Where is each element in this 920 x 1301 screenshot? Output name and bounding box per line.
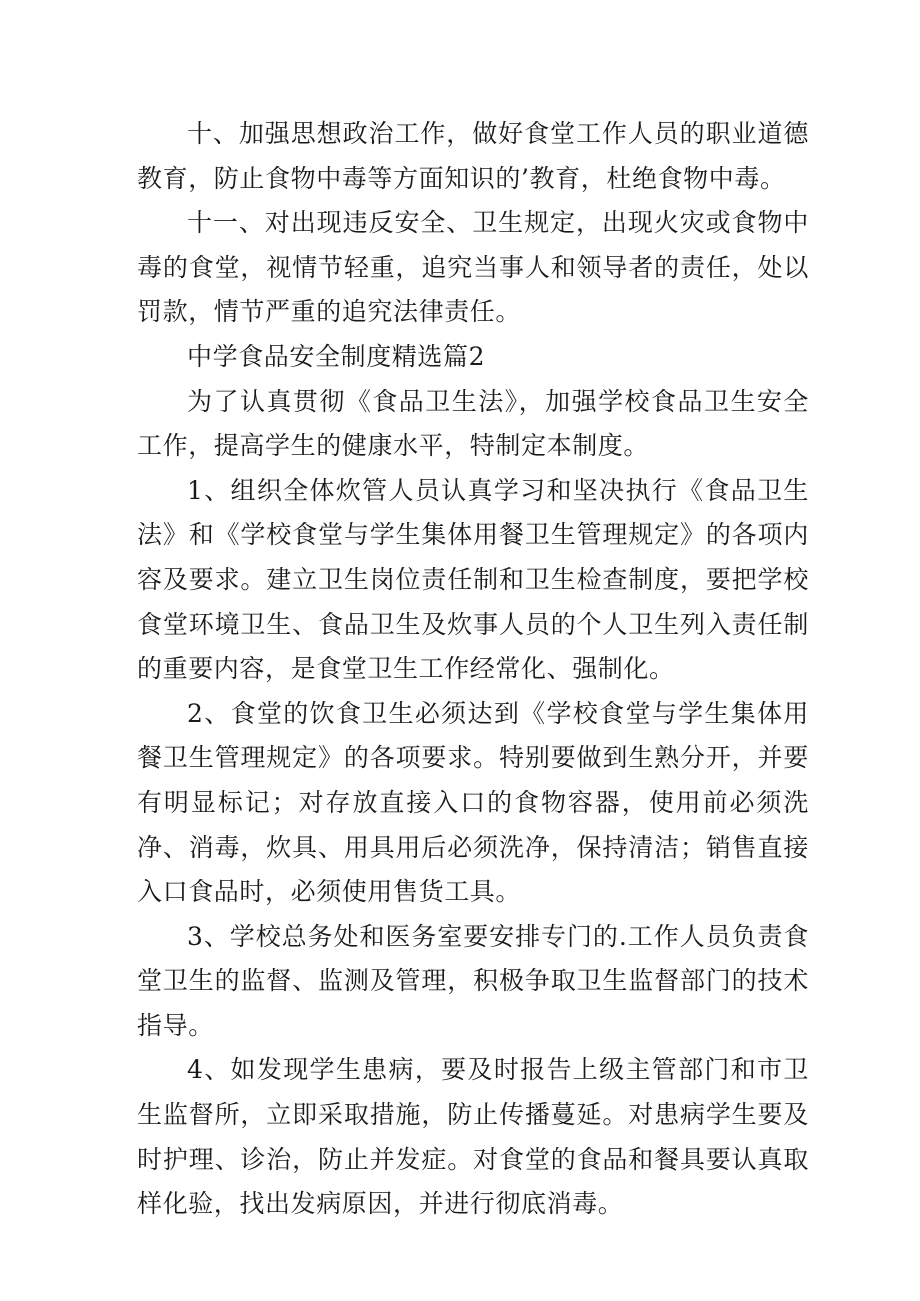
paragraph-item-11: 十一、对出现违反安全、卫生规定，出现火灾或食物中毒的食堂，视情节轻重，追究当事人和领导者的责任，处以罚款，情节严重的追究法律责任。 bbox=[137, 208, 809, 327]
paragraph-rule-2: 2、食堂的饮食卫生必须达到《学校食堂与学生集体用餐卫生管理规定》的各项要求。特别要做到生熟分开，并要有明显标记；对存放直接入口的食物容器，使用前必须洗净、消毒，炊具、用具用后必须洗净，保持清洁；销售直接入口食品时，必须使用售货工具。 bbox=[137, 698, 809, 907]
paragraph-rule-4: 4、如发现学生患病，要及时报告上级主管部门和市卫生监督所，立即采取措施，防止传播蔓延。对患病学生要及时护理、诊治，防止并发症。对食堂的食品和餐具要认真取样化验，找出发病原因，并进行彻底消毒。 bbox=[137, 1055, 809, 1219]
paragraph-rule-1: 1、组织全体炊管人员认真学习和坚决执行《食品卫生法》和《学校食堂与学生集体用餐卫生管理规定》的各项内容及要求。建立卫生岗位责任制和卫生检查制度，要把学校食堂环境卫生、食品卫生及炊事人员的个人卫生列入责任制的重要内容，是食堂卫生工作经常化、强制化。 bbox=[137, 475, 809, 684]
paragraph-rule-3: 3、学校总务处和医务室要安排专门的.工作人员负责食堂卫生的监督、监测及管理，积极争取卫生监督部门的技术指导。 bbox=[137, 921, 809, 1040]
document-body bbox=[137, 112, 809, 1227]
paragraph-item-10: 十、加强思想政治工作，做好食堂工作人员的职业道德教育，防止食物中毒等方面知识的’教育，杜绝食物中毒。 bbox=[137, 119, 809, 193]
section-title: 中学食品安全制度精选篇2 bbox=[187, 341, 486, 371]
intro-paragraph: 为了认真贯彻《食品卫生法》，加强学校食品卫生安全工作，提高学生的健康水平，特制定本制度。 bbox=[137, 386, 809, 461]
